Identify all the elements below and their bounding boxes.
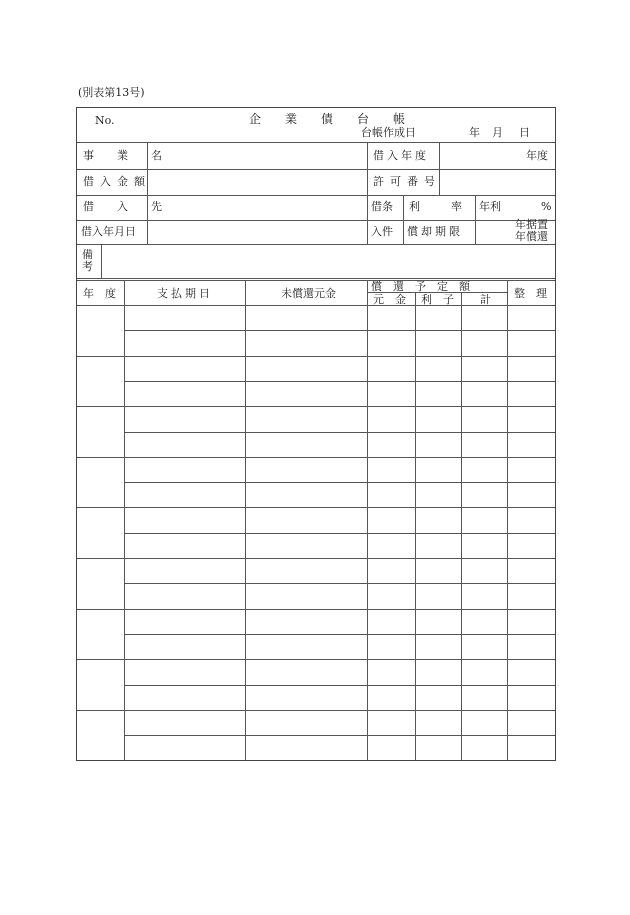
header-line [77,244,555,245]
table-group-line [77,406,555,407]
table-row-line [124,634,555,635]
grace-years-label: 年据置 [515,218,548,231]
table-row-line [124,482,555,483]
loan-date-label: 借入年月日 [81,225,136,238]
table-top-line [77,278,555,279]
ledger-sheet [76,107,556,761]
table-column-line [507,280,508,760]
table-column-line [245,280,246,760]
header-line [77,142,555,143]
form-reference: (別表第13号) [78,86,145,99]
col-principal-header: 元 金 [373,293,406,306]
col-adjust-header: 整 理 [514,287,547,300]
interest-rate-label: 利 率 [409,200,465,213]
header-divider [367,142,368,244]
business-name-label: 事 業 名 [83,149,168,162]
remarks-label-1: 備 [82,248,93,261]
header-divider [439,142,440,169]
loan-year-suffix: 年度 [526,149,548,162]
table-header-bottom-line [77,305,555,306]
loan-amount-label: 借入金額 [83,175,151,188]
table-group-line [77,659,555,660]
schedule-subheader-line [367,292,507,293]
remarks-divider [101,244,102,278]
conditions-label-top: 借条 [371,200,393,213]
table-row-line [124,735,555,736]
table-column-line [367,280,368,760]
col-interest-header: 利 子 [421,293,454,306]
loan-year-label: 借入年度 [373,149,429,162]
table-row-line [124,330,555,331]
permit-number-label: 許可番号 [373,175,441,188]
table-group-line [77,507,555,508]
table-group-line [77,558,555,559]
col-total-header: 計 [480,293,491,306]
number-label: No. [95,114,115,127]
header-line [77,220,555,221]
table-group-line [77,356,555,357]
table-row-line [124,381,555,382]
header-divider [403,195,404,244]
table-row-line [124,533,555,534]
table-group-line [77,609,555,610]
lender-label: 借 入 先 [83,200,168,213]
table-top-line [77,280,555,281]
percent-sign: % [541,200,552,213]
redemption-period-label: 償却期限 [407,225,463,238]
conditions-label-bottom: 入件 [371,225,393,238]
table-group-line [77,457,555,458]
created-date-label: 台帳作成日 [361,126,416,139]
repay-years-label: 年償還 [515,230,548,243]
table-column-line [124,280,125,760]
table-column-line [415,292,416,760]
table-row-line [124,583,555,584]
created-year-unit: 年 [469,126,480,139]
col-schedule-header: 償 還 予 定 額 [371,280,470,293]
created-day-unit: 日 [519,126,530,139]
annual-rate-label: 年利 [479,200,501,213]
table-row-line [124,685,555,686]
table-row-line [124,432,555,433]
header-line [77,195,555,196]
created-month-unit: 月 [492,126,503,139]
header-divider [475,195,476,244]
col-pay-date-header: 支払期日 [157,287,213,300]
table-group-line [77,710,555,711]
header-line [77,169,555,170]
ledger-title: 企 業 債 台 帳 [249,112,412,126]
col-year-header: 年 度 [83,287,116,300]
remarks-label-2: 考 [82,260,93,273]
table-column-line [461,292,462,760]
col-unredeemed-header: 未償還元金 [281,287,336,300]
